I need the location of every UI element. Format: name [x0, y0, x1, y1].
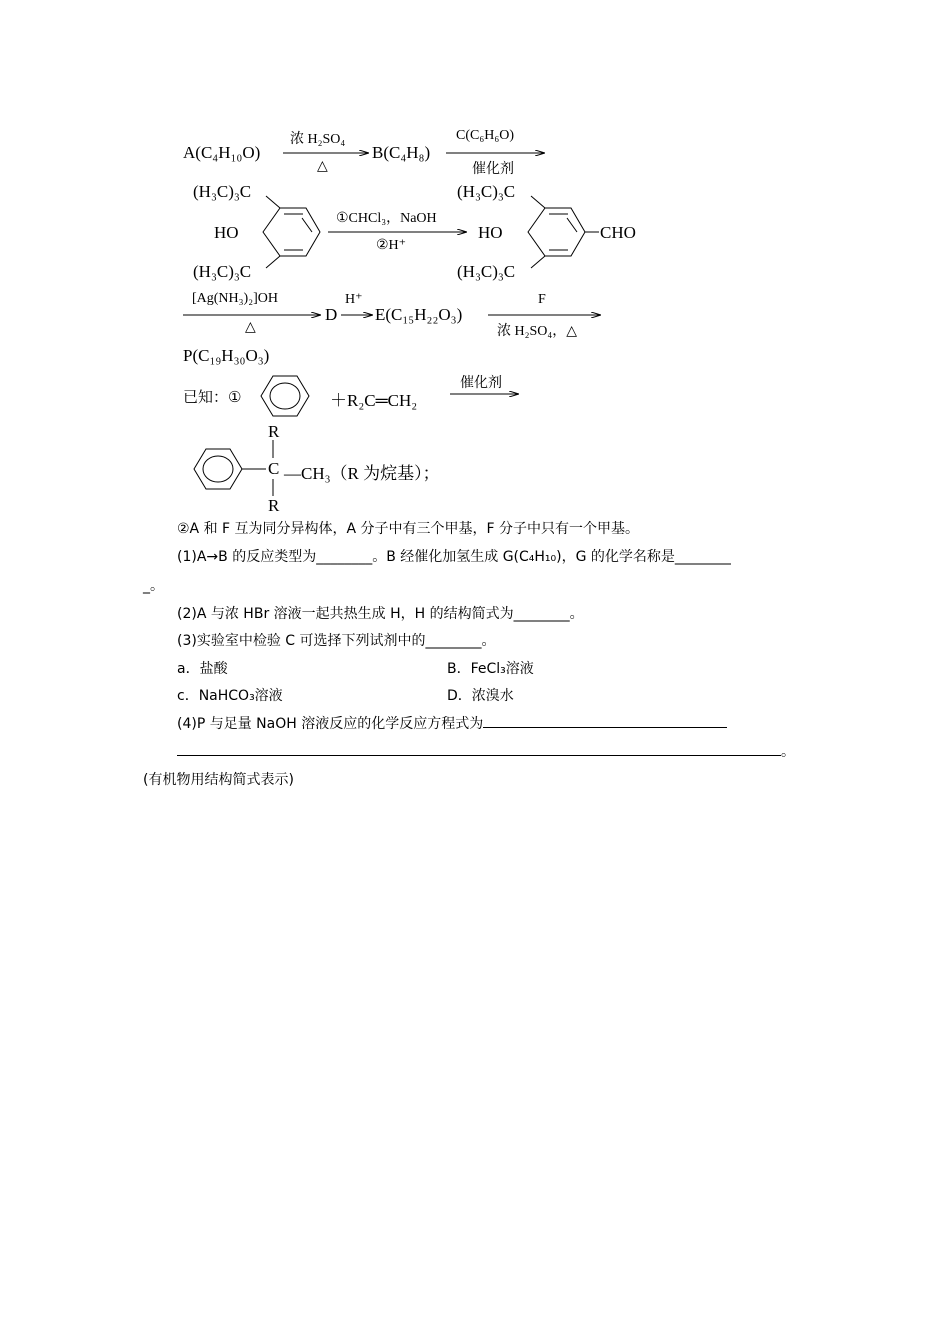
- compound-E: E(C₁₅H₂₂O₃): [375, 305, 463, 324]
- compound-D: D: [325, 305, 338, 324]
- structure-note: (有机物用结构简式表示): [143, 772, 294, 788]
- left-ho: HO: [214, 223, 239, 242]
- option-d: D．浓溴水: [447, 688, 514, 704]
- tollens-condition-bottom: △: [245, 320, 256, 335]
- left-tbu-bottom: (H₃C)₃C: [193, 262, 252, 281]
- right-benzene-ring: [528, 196, 599, 268]
- compound-B: B(C₄H₈): [372, 143, 431, 162]
- tollens-reagent-top: [Ag(NH₃)₂]OH: [192, 291, 278, 306]
- question-2: (2)A 与浓 HBr 溶液一起共热生成 H，H 的结构简式为________。: [177, 606, 584, 622]
- right-ho: HO: [478, 223, 503, 242]
- option-b: B．FeCl₃溶液: [447, 661, 534, 677]
- option-a: a．盐酸: [177, 661, 228, 677]
- arrow1-condition-bottom: △: [317, 159, 328, 174]
- compound-A: A(C₄H₁₀O): [183, 143, 261, 162]
- known-R-top: R: [268, 422, 280, 441]
- question-3: (3)实验室中检验 C 可选择下列试剂中的________。: [177, 633, 496, 649]
- question-4-end: 。: [781, 744, 795, 760]
- compound-P: P(C₁₉H₃₀O₃): [183, 346, 270, 365]
- known-catalyst: 催化剂: [460, 375, 502, 391]
- right-cho: CHO: [600, 223, 636, 242]
- right-tbu-top: (H₃C)₃C: [457, 182, 516, 201]
- question-1-cont: _。: [143, 578, 164, 594]
- known-ch3-note: —CH₃（R 为烷基）；: [284, 464, 440, 483]
- esterification-condition-bottom: 浓 H₂SO₄，△: [497, 324, 578, 339]
- known-benzene-ring: [261, 376, 309, 416]
- question-4-text: (4)P 与足量 NaOH 溶液反应的化学反应方程式为: [177, 716, 484, 732]
- arrow2-reagent-top: C(C₆H₆O): [456, 128, 514, 143]
- question-1: (1)A→B 的反应类型为________。B 经催化加氢生成 G(C₄H₁₀)，G 的化学名称是________: [177, 549, 731, 565]
- known-product-ring: [194, 440, 273, 496]
- acid-top: H⁺: [345, 292, 363, 307]
- option-c: c．NaHCO₃溶液: [177, 688, 283, 704]
- arrow2-catalyst-bottom: 催化剂: [472, 161, 514, 177]
- known-central-C: C: [268, 459, 280, 478]
- reagent-F-top: F: [538, 292, 546, 307]
- left-benzene-ring: [263, 196, 320, 268]
- arrow-reagent-bottom: ②H⁺: [376, 238, 407, 253]
- known-note-2: ②A 和 F 互为同分异构体，A 分子中有三个甲基，F 分子中只有一个甲基。: [177, 521, 640, 537]
- known-reagent: ＋R₂C═CH₂: [330, 391, 418, 410]
- left-tbu-top: (H₃C)₃C: [193, 182, 252, 201]
- known-label: 已知：①: [183, 388, 242, 406]
- arrow-reagent-top: ①CHCl₃，NaOH: [336, 211, 437, 226]
- right-tbu-bottom: (H₃C)₃C: [457, 262, 516, 281]
- arrow1-reagent-top: 浓 H₂SO₄: [290, 132, 346, 147]
- known-R-bottom: R: [268, 496, 280, 515]
